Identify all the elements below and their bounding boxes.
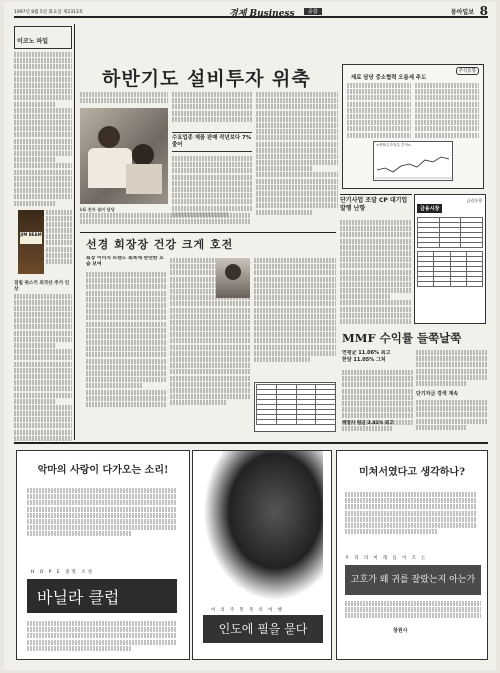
ad-left-brand: 바닐라 클럽	[27, 579, 177, 613]
stock-box-label: 주식동향	[456, 67, 479, 75]
left-text-block-1	[14, 52, 72, 206]
rate-table-2	[417, 251, 483, 287]
rate-table	[417, 217, 483, 248]
left-column	[14, 26, 72, 441]
article-col-2	[172, 156, 252, 226]
sk-subhead: 회장 이미지 트렌드 회복세 완연한 모습 보여	[86, 256, 164, 267]
article-col-1	[172, 92, 252, 132]
econo-file-title: 이코노 파일	[17, 38, 49, 45]
sk-portrait	[216, 258, 250, 298]
stock-box	[342, 64, 484, 189]
sk-article-col-3	[254, 258, 336, 378]
econo-file-box	[14, 26, 72, 49]
whisky-photo	[14, 208, 72, 278]
bottle-label: JIM BEAM	[20, 232, 42, 244]
sub-headline-1: 수요업종 제품 판매 작년보다 7% 줄어	[172, 135, 252, 148]
stock-box-title: 재료 담당 중소협력 오름세 주도	[351, 75, 427, 81]
sk-headline: 선경 회장장 건강 크게 호전	[86, 238, 234, 251]
mmf-sub-1: 연평균 11.06% 최고	[342, 350, 391, 356]
mmf-sub-2: 한달 11.05% 그쳐	[342, 356, 386, 363]
stock-chart: <종합주가지수 추이>	[373, 141, 453, 181]
ad-left-sub: H O P E 중앙 소설	[31, 570, 95, 575]
ad-right-bottom: 고호가 왜 귀를 잘랐는지 아는가	[345, 565, 481, 595]
mmf-article-col-2	[416, 350, 488, 390]
mmf-sub-3: 계열사 평균 3.41% 최고	[342, 421, 394, 426]
person-head-icon	[98, 126, 120, 148]
main-headline: 하반기도 설비투자 위축	[102, 68, 311, 90]
whisky-headline: 짐빔 위스키 외국산 추가 인상	[14, 280, 70, 292]
section-tag: 종합	[304, 8, 322, 15]
sub-headline-2: 단기사업 조달 CP 대기업 발행 난항	[340, 197, 408, 212]
sk-table	[254, 382, 336, 432]
mmf-article-col-3	[416, 400, 488, 434]
ad-middle-sub: 여 의 주 민 족 의 여 행	[211, 608, 284, 613]
ad-portrait-image	[203, 451, 323, 601]
mmf-subheads	[342, 350, 414, 368]
issue-date: 1997년 8월 5일 화요일 제2313호	[14, 10, 84, 15]
cp-headline-box	[340, 194, 412, 216]
lead-text	[80, 92, 168, 106]
money-market-title: 금융시장	[417, 204, 442, 213]
ad-left-headline: 악마의 사랑이 다가오는 소리!	[37, 465, 169, 476]
photo-caption: LG 전자 설비 담당	[80, 207, 250, 227]
money-market-box	[414, 194, 486, 324]
mmf-headline: MMF 수익률 들쭉날쭉	[342, 331, 462, 345]
left-text-block-2	[14, 294, 72, 442]
page-header	[14, 6, 488, 18]
ad-vanilla-club[interactable]	[16, 450, 190, 660]
cp-label: 단기자금 경색 계속	[416, 391, 459, 397]
portrait-head-icon	[225, 264, 241, 280]
ad-right-sub: 우 리 의 미 래 를 이 끄 는	[345, 556, 428, 561]
ad-gogh[interactable]	[336, 450, 488, 660]
cp-article	[340, 220, 412, 330]
money-market-label: 금리동향	[466, 198, 482, 203]
subhead-box-1	[172, 132, 252, 152]
main-photo	[80, 108, 168, 204]
page-number: 8	[479, 4, 488, 18]
ad-middle-title: 인도에 필을 묻다	[203, 615, 323, 643]
section-title: 경제 Business	[229, 9, 295, 19]
newspaper-name: 동아일보	[450, 9, 474, 16]
ad-right-publisher: 창원사	[393, 628, 408, 634]
stock-chart-line	[375, 148, 453, 180]
ad-india[interactable]	[192, 450, 332, 660]
sk-article-col-1	[86, 272, 166, 432]
ad-right-headline: 미쳐서였다고 생각하나?	[359, 467, 465, 478]
article-col-3	[256, 92, 338, 227]
newspaper-page	[4, 2, 496, 670]
